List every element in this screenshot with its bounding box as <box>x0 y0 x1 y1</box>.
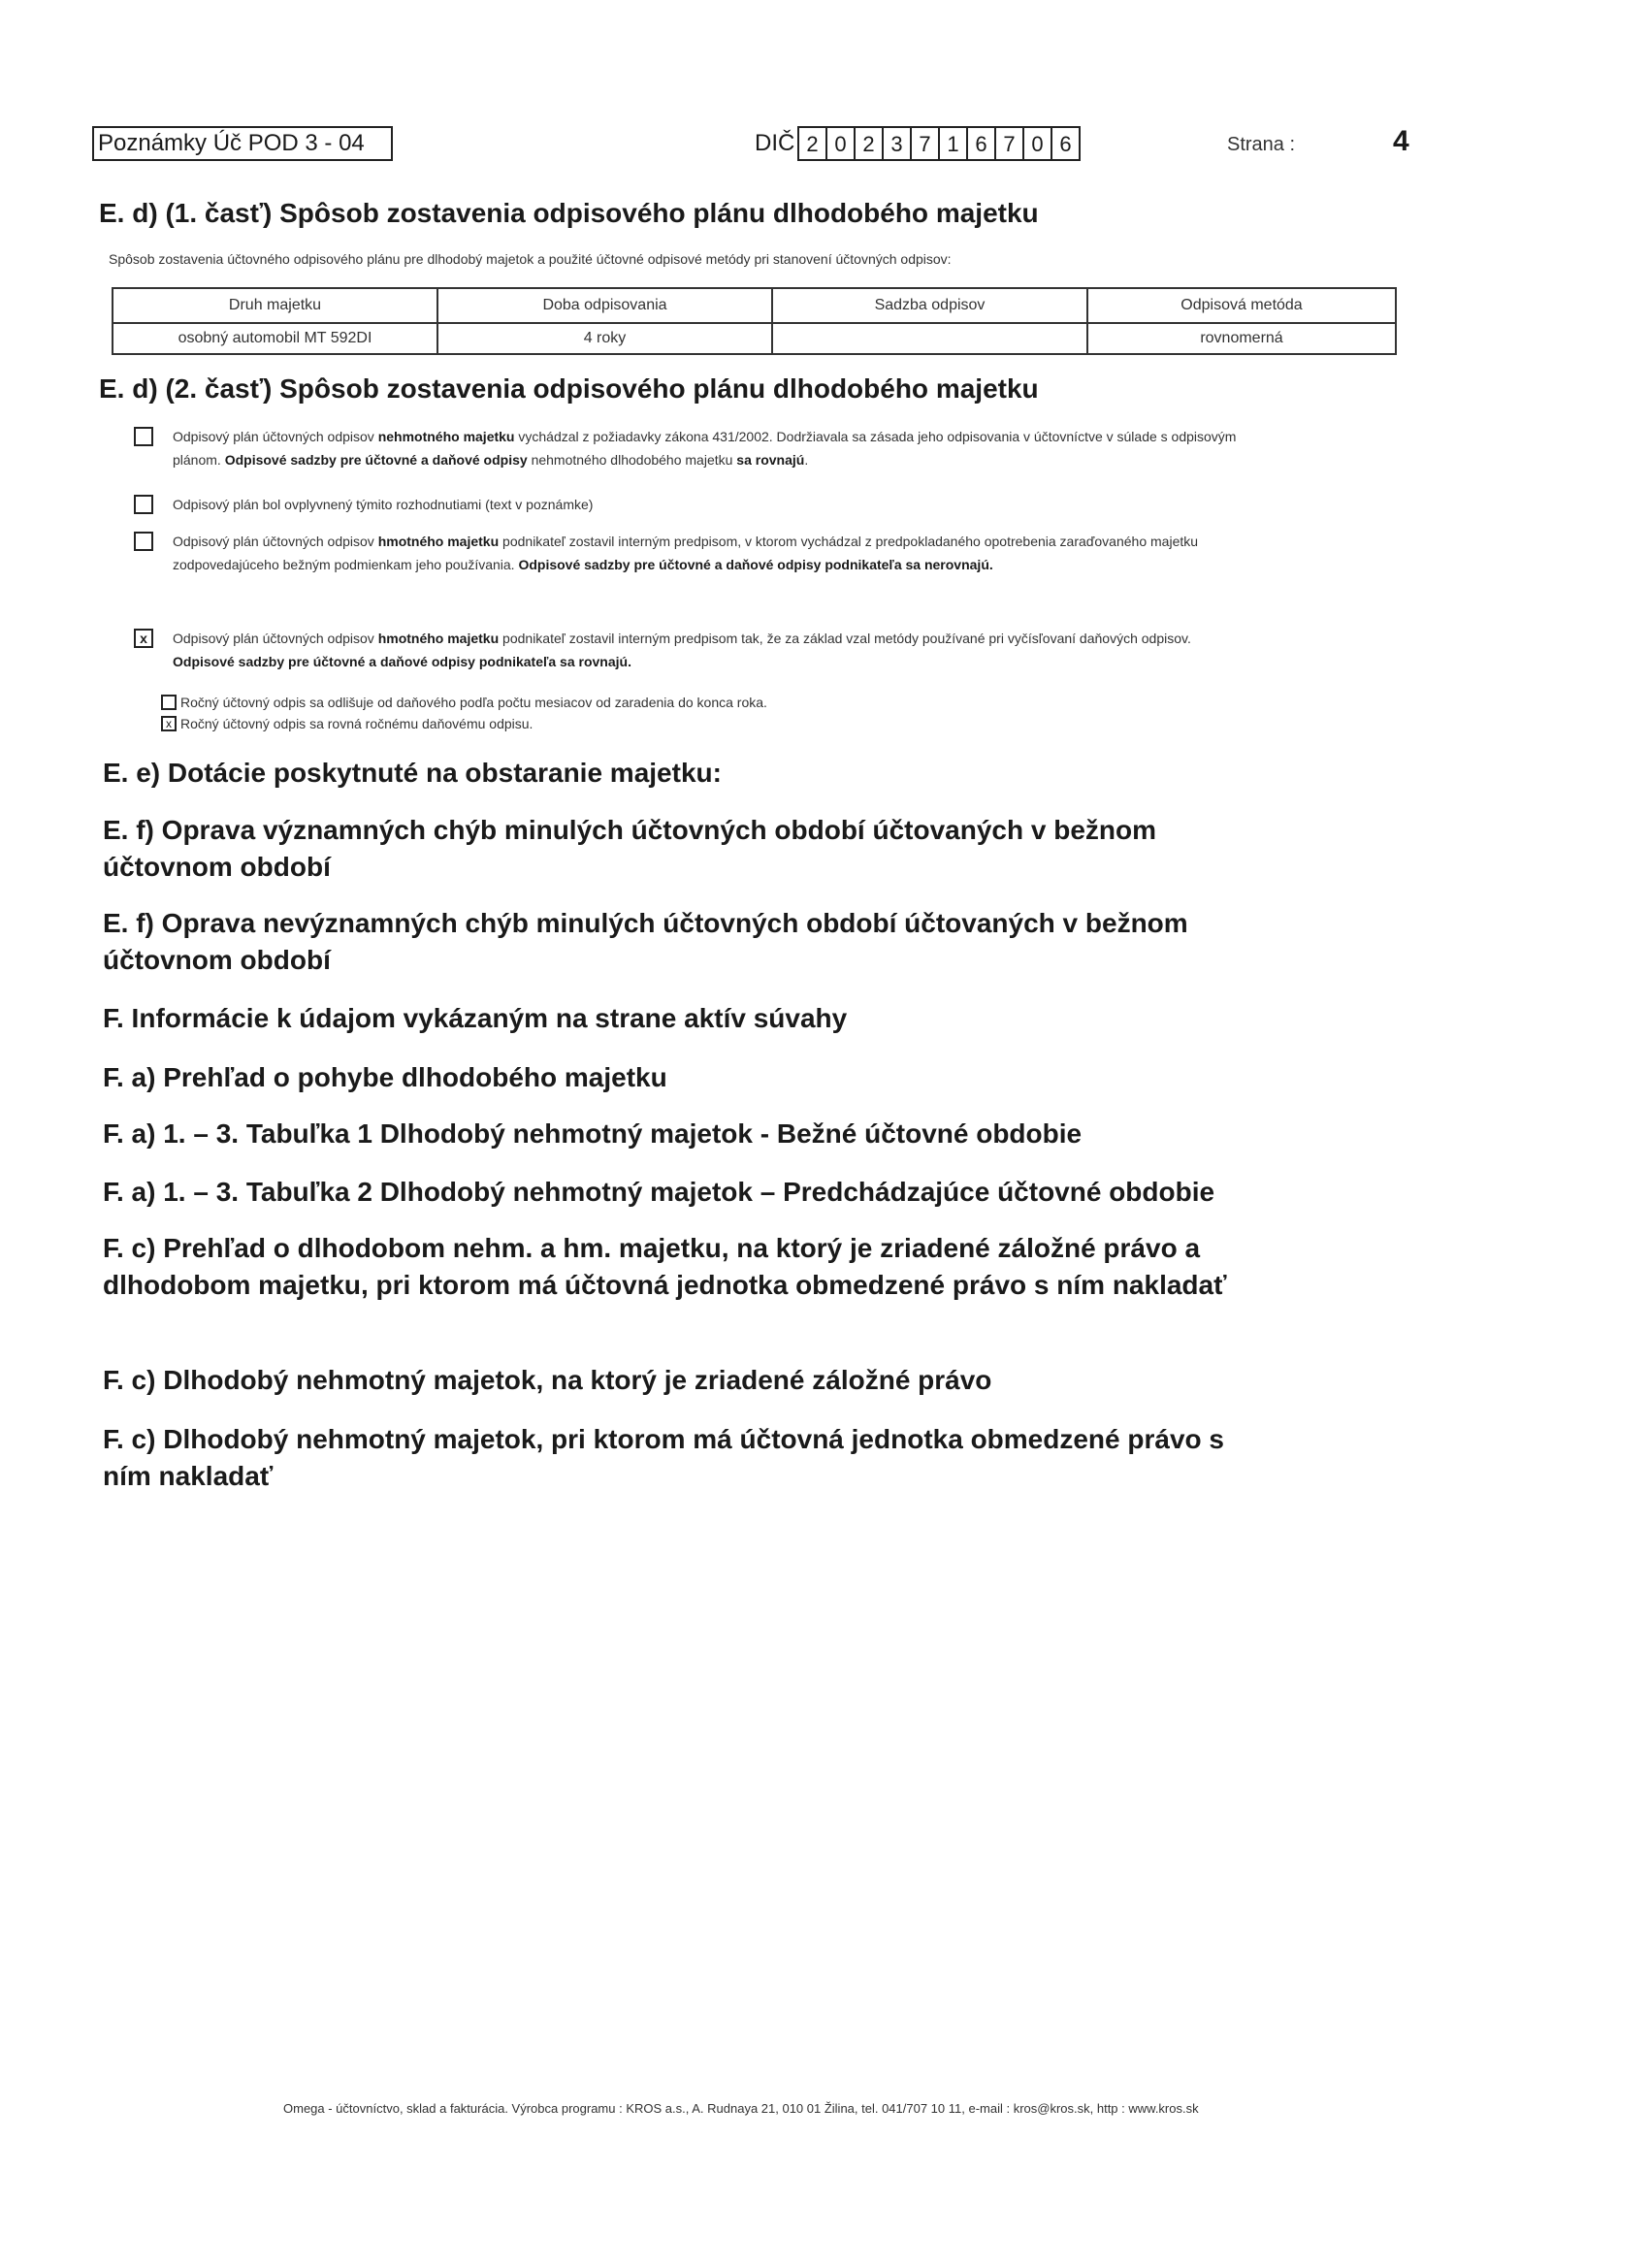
dic-digit: 3 <box>882 128 910 159</box>
table-header: Sadzba odpisov <box>772 288 1087 323</box>
option-text: Odpisový plán účtovných odpisov hmotného majetku podnikateľ zostavil interným predpisom, v ktorom vychádzal z predpokladaného opotrebenia zaraďovaného majetku zodpovedajúceho bežným podmienkam jeho používania. Odpisové sadzby pre účtovné a daňové odpisy podnikateľa sa nerovnajú. <box>173 534 1199 572</box>
option-decisions <box>134 493 1249 516</box>
table-header: Odpisová metóda <box>1087 288 1396 323</box>
option-text: Odpisový plán bol ovplyvnený týmito rozhodnutiami (text v poznámke) <box>173 497 594 512</box>
option-tangible-internal <box>134 530 1249 576</box>
page-number: 4 <box>1393 125 1409 157</box>
form-id: Poznámky Úč POD 3 - 04 <box>92 126 393 161</box>
section-ed1-intro: Spôsob zostavenia účtovného odpisového plánu pre dlhodobý majetok a použité účtovné odpisové metódy pri stanovení účtovných odpisov: <box>109 251 952 267</box>
table-header: Doba odpisovania <box>437 288 772 323</box>
sub-option-equals <box>161 714 533 733</box>
heading-fa-movement: F. a) Prehľad o pohybe dlhodobého majetku <box>103 1062 667 1092</box>
dic-label: DIČ <box>755 130 795 156</box>
heading-fc-overview: F. c) Prehľad o dlhodobom nehm. a hm. majetku, na ktorý je zriadené záložné právo a dlhodobom majetku, pri ktorom má účtovná jednotka obmedzené právo s ním nakladať <box>103 1233 1227 1300</box>
table-cell: 4 roky <box>437 323 772 354</box>
section-ed2-title: E. d) (2. časť) Spôsob zostavenia odpisového plánu dlhodobého majetku <box>99 373 1039 404</box>
heading-fa-table2: F. a) 1. – 3. Tabuľka 2 Dlhodobý nehmotný majetok – Predchádzajúce účtovné obdobie <box>103 1177 1215 1207</box>
dic-digit: 6 <box>1051 128 1079 159</box>
checkbox[interactable] <box>134 532 153 551</box>
option-text: Odpisový plán účtovných odpisov nehmotného majetku vychádzal z požiadavky zákona 431/2002. Dodržiavala sa zásada jeho odpisovania v účtovníctve v súlade s odpisovým plánom. Odpisové sadzby pre účtovné a daňové odpisy nehmotného dlhodobého majetku sa rovnajú. <box>173 429 1237 468</box>
dic-digit: 2 <box>806 132 819 156</box>
checkbox[interactable]: x <box>161 716 177 731</box>
sub-option-text: Ročný účtovný odpis sa odlišuje od daňového podľa počtu mesiacov od zaradenia do konca roka. <box>180 695 767 710</box>
table-header: Druh majetku <box>113 288 437 323</box>
heading-fc-pledge: F. c) Dlhodobý nehmotný majetok, na ktorý je zriadené záložné právo <box>103 1365 992 1395</box>
dic-digit: 0 <box>825 128 854 159</box>
sub-option-differs <box>161 693 767 712</box>
depreciation-table <box>112 287 1397 355</box>
dic-digit: 2 <box>854 128 882 159</box>
table-header-row <box>113 288 1396 323</box>
checkbox[interactable] <box>134 427 153 446</box>
dic-digit: 1 <box>938 128 966 159</box>
option-tangible-tax <box>134 627 1249 673</box>
heading-fc-restricted: F. c) Dlhodobý nehmotný majetok, pri ktorom má účtovná jednotka obmedzené právo s ním nakladať <box>103 1424 1224 1491</box>
dic-boxes <box>797 126 1081 161</box>
option-text: Odpisový plán účtovných odpisov hmotného majetku podnikateľ zostavil interným predpisom tak, že za základ vzal metódy používané pri vyčísľovaní daňových odpisov. Odpisové sadzby pre účtovné a daňové odpisy podnikateľa sa rovnajú. <box>173 631 1191 669</box>
checkbox[interactable] <box>161 695 177 710</box>
table-cell: osobný automobil MT 592DI <box>113 323 437 354</box>
sub-option-text: Ročný účtovný odpis sa rovná ročnému daňovému odpisu. <box>180 716 534 731</box>
heading-ef-significant-errors: E. f) Oprava významných chýb minulých účtovných období účtovaných v bežnom účtovnom období <box>103 815 1156 882</box>
dic-digit: 6 <box>966 128 994 159</box>
checkbox[interactable] <box>134 495 153 514</box>
option-intangible <box>134 425 1249 471</box>
heading-f-assets-info: F. Informácie k údajom vykázaným na strane aktív súvahy <box>103 1003 848 1033</box>
heading-ef-insignificant-errors: E. f) Oprava nevýznamných chýb minulých účtovných období účtovaných v bežnom účtovnom období <box>103 908 1188 975</box>
section-ed1-title: E. d) (1. časť) Spôsob zostavenia odpisového plánu dlhodobého majetku <box>99 198 1039 228</box>
dic-digit: 7 <box>910 128 938 159</box>
table-row <box>113 323 1396 354</box>
heading-fa-table1: F. a) 1. – 3. Tabuľka 1 Dlhodobý nehmotný majetok - Bežné účtovné obdobie <box>103 1118 1083 1149</box>
dic-digit: 7 <box>994 128 1022 159</box>
dic-digit: 0 <box>1022 128 1051 159</box>
table-cell: rovnomerná <box>1087 323 1396 354</box>
table-cell <box>772 323 1087 354</box>
checkbox[interactable]: x <box>134 629 153 648</box>
page-label: Strana : <box>1227 134 1296 155</box>
heading-ee-subsidies: E. e) Dotácie poskytnuté na obstaranie majetku: <box>103 758 722 788</box>
footer-text: Omega - účtovníctvo, sklad a fakturácia. Výrobca programu : KROS a.s., A. Rudnaya 21, 010 01 Žilina, tel. 041/707 10 11, e-mail : kros@kros.sk, http : www.kros.sk <box>283 2101 1199 2116</box>
